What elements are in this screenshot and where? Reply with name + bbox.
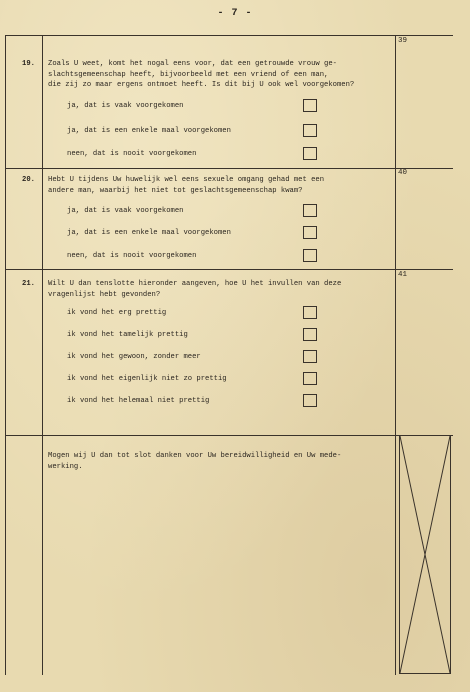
option-checkbox[interactable] xyxy=(303,147,317,160)
option-label: ik vond het tamelijk prettig xyxy=(67,331,188,339)
top-rule xyxy=(5,35,453,36)
question-text: Wilt U dan tenslotte hieronder aangeven, hoe U het invullen van deze vragenlijst hebt gevonden? xyxy=(48,280,342,299)
option-checkbox[interactable] xyxy=(303,226,317,239)
option-checkbox[interactable] xyxy=(303,99,317,112)
option-label: ik vond het erg prettig xyxy=(67,309,167,317)
option-checkbox[interactable] xyxy=(303,306,317,319)
option-checkbox[interactable] xyxy=(303,394,317,407)
option-label: neen, dat is nooit voorgekomen xyxy=(67,150,197,158)
option-label: ik vond het gewoon, zonder meer xyxy=(67,353,201,361)
option-label: ja, dat is vaak voorgekomen xyxy=(67,207,184,215)
option-checkbox[interactable] xyxy=(303,204,317,217)
column-code: 39 xyxy=(398,37,408,45)
question-number: 21. xyxy=(22,280,35,288)
question-number: 20. xyxy=(22,176,35,184)
option-label: ja, dat is een enkele maal voorgekomen xyxy=(67,229,231,237)
option-checkbox[interactable] xyxy=(303,328,317,341)
question-text: Zoals U weet, komt het nogal eens voor, dat een getrouwde vrouw ge- slachtsgemeenschap heeft, bijvoorbeeld met een vriend of een man, die zij zo maar ergens ontmoet heeft. Is dit bij U ook wel voorgekomen? xyxy=(48,60,355,90)
divider-after-q19 xyxy=(5,168,453,169)
left-rule xyxy=(5,35,6,675)
option-label: ja, dat is een enkele maal voorgekomen xyxy=(67,127,231,135)
question-number: 19. xyxy=(22,60,35,68)
question-text: Hebt U tijdens Uw huwelijk wel eens sexuele omgang gehad met een andere man, waarbij het niet tot geslachtsgemeenschap kwam? xyxy=(48,176,325,195)
divider-after-q21 xyxy=(5,435,453,436)
page-number: - 7 - xyxy=(217,8,253,19)
option-label: neen, dat is nooit voorgekomen xyxy=(67,252,197,260)
column-code: 41 xyxy=(398,271,408,279)
divider-after-q20 xyxy=(5,269,453,270)
option-checkbox[interactable] xyxy=(303,249,317,262)
option-checkbox[interactable] xyxy=(303,124,317,137)
column-code: 40 xyxy=(398,169,408,177)
option-label: ja, dat is vaak voorgekomen xyxy=(67,102,184,110)
option-label: ik vond het helemaal niet prettig xyxy=(67,397,210,405)
crossed-out-box xyxy=(395,435,453,675)
option-checkbox[interactable] xyxy=(303,350,317,363)
option-checkbox[interactable] xyxy=(303,372,317,385)
closing-text: Mogen wij U dan tot slot danken voor Uw bereidwilligheid en Uw mede- werking. xyxy=(48,452,342,471)
option-label: ik vond het eigenlijk niet zo prettig xyxy=(67,375,227,383)
number-column-rule xyxy=(42,35,43,675)
